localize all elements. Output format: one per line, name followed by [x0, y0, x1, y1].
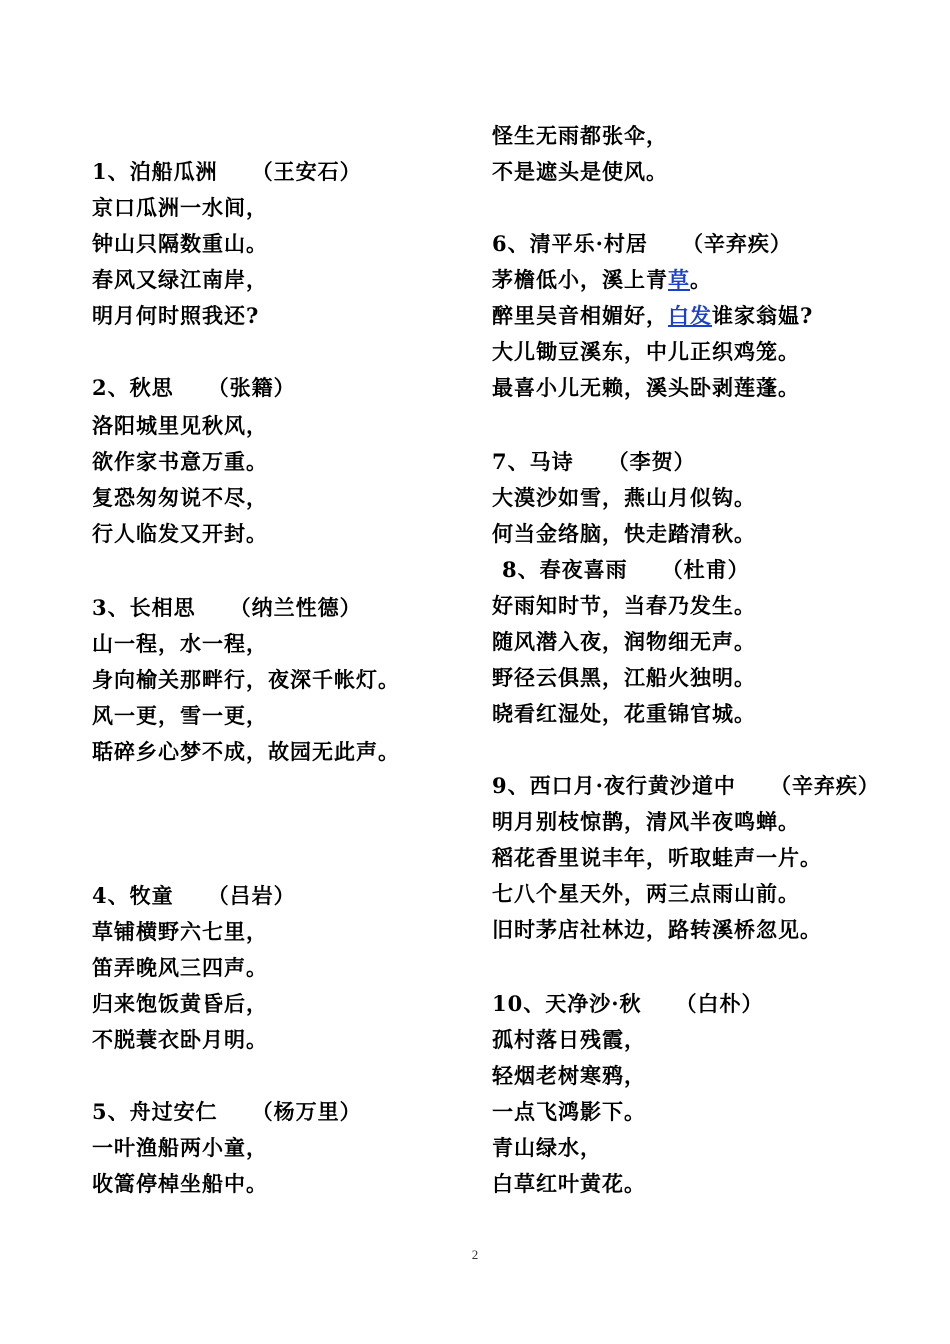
poem-title: 2、秋思 （张籍）	[92, 375, 296, 400]
poem-line: 好雨知时节，当春乃发生。	[492, 593, 756, 618]
poem-title: 4、牧童 （吕岩）	[92, 883, 296, 908]
poem-line: 晓看红湿处，花重锦官城。	[492, 701, 756, 726]
poem-line: 醉里吴音相媚好，白发谁家翁媪?	[492, 303, 814, 328]
poem-line: 京口瓜洲一水间，	[92, 195, 268, 220]
poem-line: 怪生无雨都张伞，	[492, 123, 668, 148]
poem-line: 不是遮头是使风。	[492, 159, 668, 184]
poem-line: 白草红叶黄花。	[492, 1171, 646, 1196]
poem-line: 不脱蓑衣卧月明。	[92, 1027, 268, 1052]
poem-line: 收篙停棹坐船中。	[92, 1171, 268, 1196]
poem-title: 1、泊船瓜洲 （王安石）	[92, 159, 362, 184]
page-number: 2	[471, 1247, 479, 1262]
poem-line: 何当金络脑，快走踏清秋。	[492, 521, 756, 546]
poem-line: 最喜小儿无赖，溪头卧剥莲蓬。	[492, 375, 800, 400]
poem-line: 野径云俱黑，江船火独明。	[492, 665, 756, 690]
poem-line: 七八个星天外，两三点雨山前。	[492, 881, 800, 906]
poem-title: 3、长相思 （纳兰性德）	[92, 595, 362, 620]
poem-line: 洛阳城里见秋风，	[92, 413, 268, 438]
poem-title: 6、清平乐·村居 （辛弃疾）	[492, 231, 792, 256]
poem-line: 大儿锄豆溪东，中儿正织鸡笼。	[492, 339, 800, 364]
poem-line: 归来饱饭黄昏后，	[92, 991, 268, 1016]
poem-line: 孤村落日残霞，	[492, 1027, 646, 1052]
poem-line: 随风潜入夜，润物细无声。	[492, 629, 756, 654]
poem-line: 风一更，雪一更，	[92, 703, 268, 728]
poem-title: 9、西口月·夜行黄沙道中 （辛弃疾）	[492, 773, 880, 798]
poem-title: 5、舟过安仁 （杨万里）	[92, 1099, 362, 1124]
poem-line: 旧时茅店社林边，路转溪桥忽见。	[492, 917, 822, 942]
poem-title: 7、马诗 （李贺）	[492, 449, 696, 474]
poem-line: 聒碎乡心梦不成，故园无此声。	[92, 739, 400, 764]
poem-line: 笛弄晚风三四声。	[92, 955, 268, 980]
poem-line: 春风又绿江南岸，	[92, 267, 268, 292]
poem-line: 行人临发又开封。	[92, 521, 268, 546]
poem-title: 8、春夜喜雨 （杜甫）	[502, 557, 750, 582]
poem-line: 山一程，水一程，	[92, 631, 268, 656]
poem-line: 复恐匆匆说不尽，	[92, 485, 268, 510]
link-baifa[interactable]: 白发	[668, 303, 712, 328]
poem-line: 茅檐低小，溪上青草。	[492, 267, 712, 292]
link-qingcao[interactable]: 草	[668, 267, 690, 292]
poem-line: 欲作家书意万重。	[92, 449, 268, 474]
poem-title: 10、天净沙·秋 （白朴）	[492, 991, 764, 1016]
poem-line: 大漠沙如雪，燕山月似钩。	[492, 485, 756, 510]
poem-line: 钟山只隔数重山。	[92, 231, 268, 256]
poem-line: 青山绿水，	[492, 1135, 602, 1160]
poem-line: 身向榆关那畔行，夜深千帐灯。	[92, 667, 400, 692]
poem-line: 一叶渔船两小童，	[92, 1135, 268, 1160]
poem-line: 草铺横野六七里，	[92, 919, 268, 944]
poem-line: 轻烟老树寒鸦，	[492, 1063, 646, 1088]
poem-line: 一点飞鸿影下。	[492, 1099, 646, 1124]
poem-line: 稻花香里说丰年，听取蛙声一片。	[492, 845, 822, 870]
poem-line: 明月何时照我还?	[92, 303, 260, 328]
poem-line: 明月别枝惊鹊，清风半夜鸣蝉。	[492, 809, 800, 834]
